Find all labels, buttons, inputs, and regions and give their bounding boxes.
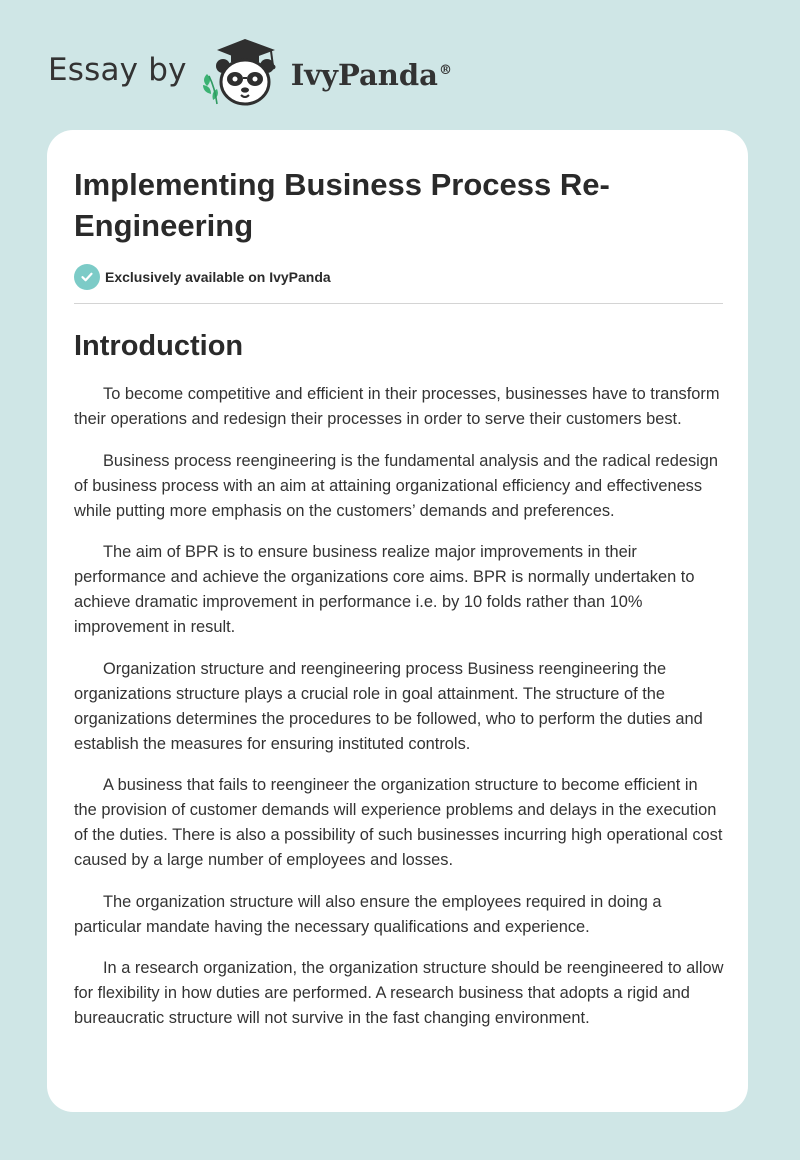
paragraph: Business process reengineering is the fundamental analysis and the radical redesign of business process with an aim at attaining organizational efficiency and effectiveness while putting more emphasis on the customers’ demands and preferences. [74,451,719,520]
divider [74,303,723,304]
paragraph: The organization structure will also ensure the employees required in doing a particular mandate having the necessary qualifications and experience. [74,892,662,936]
paragraph: A business that fails to reengineer the organization structure to become efficient in the provision of customer demands will experience problems and delays in the execution of the duties. There is also a possibility of such businesses incurring high operational cost caused by a large number of employees and losses. [74,776,723,869]
brand-name: IvyPanda® [290,58,452,92]
paragraph: In a research organization, the organization structure should be reengineered to allow for flexibility in how duties are performed. A research business that adopts a rigid and bureaucratic structure will not survive in the fast changing environment. [74,959,724,1027]
panda-logo-icon [197,36,289,108]
page-title: Implementing Business Process Re-Engineering [74,167,610,243]
paragraph: The aim of BPR is to ensure business realize major improvements in their performance and achieve the organizations core aims. BPR is normally undertaken to achieve dramatic improvement in performance i.e. by 10 folds rather than 10% improvement in result. [74,543,695,636]
registered-mark: ® [438,63,452,79]
brand-header[interactable] [48,36,508,108]
essay-body [74,382,722,1031]
section-heading: Introduction [74,330,244,362]
paragraph: Organization structure and reengineering process Business reengineering the organizations structure plays a crucial role in goal attainment. The structure of the organizations determines the procedures to be followed, who to perform the duties and establish the measures for ensuring instituted controls. [74,659,703,753]
check-circle-icon [74,264,100,290]
exclusive-badge [74,264,722,290]
essay-card [47,130,748,1112]
brand-prefix: Essay by [48,52,187,88]
paragraph: To become competitive and efficient in their processes, businesses have to transform their operations and redesign their processes in order to serve their customers best. [74,385,720,428]
exclusive-badge-text: Exclusively available on IvyPanda [105,269,331,285]
